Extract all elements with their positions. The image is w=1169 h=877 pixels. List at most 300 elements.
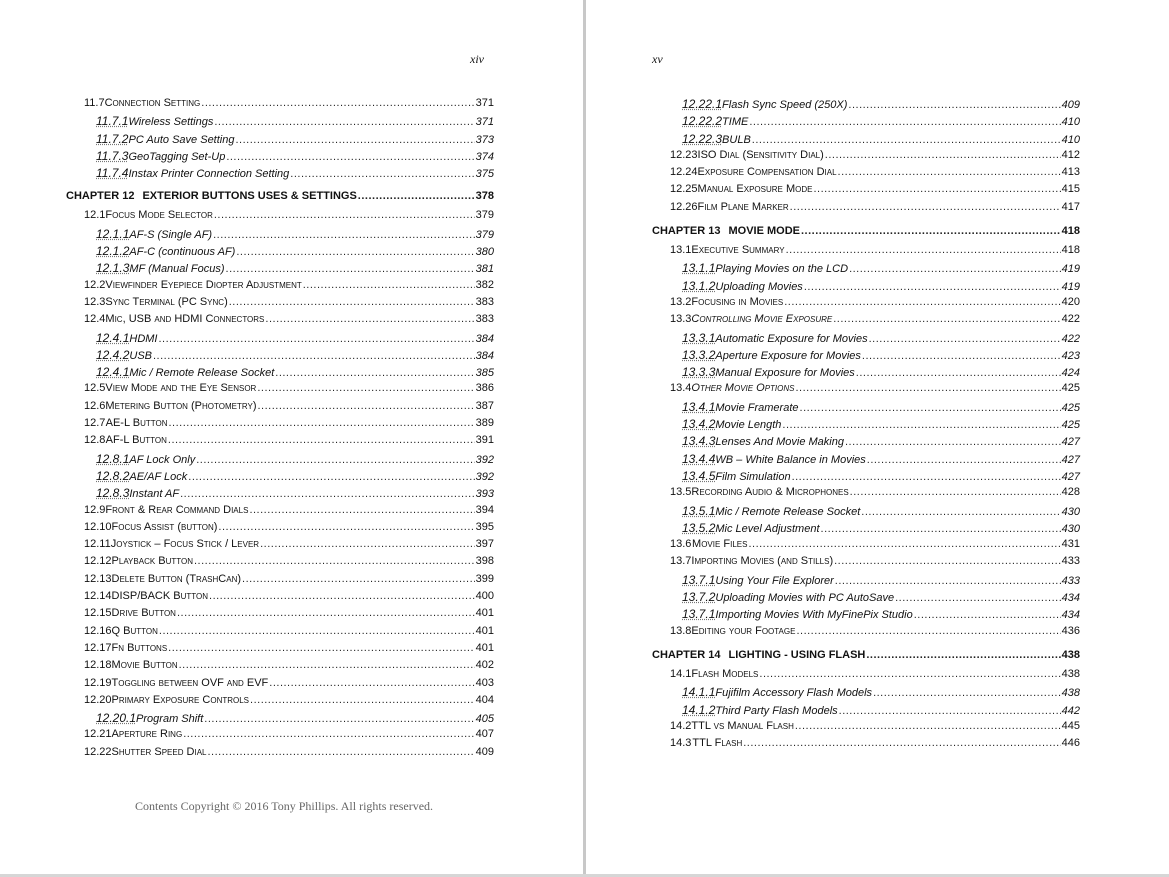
dot-leader (218, 521, 474, 533)
toc-entry-page: 378 (475, 190, 494, 203)
toc-entry-number: 13.4.2 (682, 417, 716, 432)
toc-subsection-entry[interactable] (652, 417, 1080, 434)
toc-subsection-entry[interactable] (652, 114, 1080, 131)
toc-entry-number: 13.7 (670, 555, 692, 568)
dot-leader (208, 746, 475, 758)
toc-entry-number: 13.4 (670, 382, 692, 395)
toc-entry-page: 385 (475, 367, 494, 380)
dot-leader (183, 728, 474, 740)
toc-subsection-entry[interactable] (652, 434, 1080, 451)
toc-subsection-entry[interactable] (652, 97, 1080, 114)
dot-leader (159, 625, 475, 637)
toc-entry-page: 409 (1061, 99, 1080, 111)
toc-section-entry[interactable] (66, 417, 494, 434)
toc-entry-page: 422 (1061, 332, 1080, 345)
dot-leader (796, 382, 1061, 394)
toc-entry-title: USB (129, 349, 152, 362)
toc-entry-number: 11.7.2 (96, 131, 129, 146)
toc-entry-page: 425 (1061, 419, 1080, 432)
toc-subsection-entry[interactable] (66, 227, 494, 244)
toc-entry-page: 379 (475, 228, 494, 241)
toc-section-entry[interactable] (652, 538, 1080, 555)
toc-entry-page: 434 (1061, 609, 1080, 622)
dot-leader (796, 625, 1060, 637)
toc-section-entry[interactable] (652, 313, 1080, 330)
toc-entry-page: 399 (475, 572, 494, 585)
toc-entry-number: 13.8 (670, 624, 692, 637)
toc-entry-number: 13.2 (670, 295, 692, 308)
toc-subsection-entry[interactable] (66, 114, 494, 131)
toc-entry-number: 12.26 (670, 200, 698, 213)
toc-subsection-entry[interactable] (652, 469, 1080, 486)
toc-entry-number: CHAPTER 12 (66, 190, 135, 203)
toc-subsection-entry[interactable] (652, 132, 1080, 149)
page-number-left: xiv (470, 52, 484, 66)
toc-entry-page: 412 (1061, 148, 1080, 161)
toc-entry-title: Wireless Settings (128, 116, 214, 129)
dot-leader (867, 454, 1061, 466)
dot-leader (849, 263, 1061, 275)
toc-subsection-entry[interactable] (652, 400, 1080, 417)
dot-leader (804, 281, 1061, 293)
dot-leader (801, 225, 1061, 237)
dot-leader (839, 705, 1061, 717)
toc-entry-page: 419 (1061, 263, 1080, 276)
toc-section-entry[interactable] (652, 183, 1080, 200)
toc-subsection-entry[interactable] (66, 244, 494, 261)
toc-entry-number: 13.3.2 (682, 347, 716, 362)
toc-entry-page: 425 (1061, 401, 1080, 414)
toc-entry-title: Primary Exposure Controls (111, 693, 250, 706)
dot-leader (188, 471, 474, 483)
toc-subsection-entry[interactable] (66, 348, 494, 365)
toc-entry-title: MOVIE MODE (728, 225, 800, 238)
toc-entry-number: 12.21 (84, 728, 112, 741)
toc-entry-number: 12.2 (84, 278, 106, 291)
toc-entry-title: Viewfinder Eyepiece Diopter Adjustment (105, 278, 302, 291)
toc-section-entry[interactable] (66, 625, 494, 642)
toc-subsection-entry[interactable] (652, 590, 1080, 607)
toc-entry-page: 381 (475, 263, 494, 276)
toc-section-entry[interactable] (66, 279, 494, 296)
toc-subsection-entry[interactable] (66, 132, 494, 149)
dot-leader (249, 504, 474, 516)
toc-entry-title: Importing Movies (and Stills) (691, 555, 834, 568)
toc-entry-number: 12.5 (84, 382, 106, 395)
toc-entry-title: Flash Sync Speed (250X) (722, 99, 848, 111)
toc-section-entry[interactable] (652, 244, 1080, 261)
toc-entry-page: 418 (1061, 225, 1080, 238)
dot-leader (153, 350, 475, 362)
toc-entry-title: Instax Printer Connection Setting (128, 168, 290, 181)
toc-subsection-entry[interactable] (66, 331, 494, 348)
toc-entry-number: 12.8.2 (96, 468, 130, 483)
toc-entry-number: 12.23 (670, 148, 698, 161)
toc-section-entry[interactable] (652, 296, 1080, 313)
toc-entry-page: 418 (1061, 244, 1080, 257)
toc-subsection-entry[interactable] (652, 331, 1080, 348)
toc-entry-page: 371 (475, 116, 494, 129)
toc-section-entry[interactable] (652, 149, 1080, 166)
toc-subsection-entry[interactable] (652, 348, 1080, 365)
toc-entry-title: AF-C (continuous AF) (129, 246, 236, 259)
dot-leader (213, 229, 475, 241)
toc-section-entry[interactable] (652, 720, 1080, 737)
dot-leader (835, 575, 1061, 587)
toc-subsection-entry[interactable] (66, 365, 494, 382)
toc-subsection-entry[interactable] (652, 573, 1080, 590)
toc-entry-title: Importing Movies With MyFinePix Studio (715, 609, 913, 622)
toc-entry-page: 433 (1061, 555, 1080, 568)
toc-entry-page: 371 (475, 97, 494, 109)
toc-entry-title: Uploading Movies with PC AutoSave (715, 592, 895, 605)
toc-section-entry[interactable] (652, 382, 1080, 399)
dot-leader (194, 555, 475, 567)
dot-leader (168, 434, 475, 446)
toc-entry-page: 431 (1061, 538, 1080, 551)
dot-leader (168, 417, 474, 429)
dot-leader (214, 116, 474, 128)
dot-leader (303, 279, 475, 291)
toc-subsection-entry[interactable] (652, 261, 1080, 278)
toc-entry-number: 12.24 (670, 166, 698, 179)
toc-subsection-entry[interactable] (66, 486, 494, 503)
toc-entry-page: 424 (1061, 367, 1080, 380)
toc-entry-number: 12.22.3 (682, 131, 723, 146)
toc-entry-title: Exposure Compensation Dial (697, 166, 837, 179)
dot-leader (748, 538, 1060, 550)
dot-leader (850, 486, 1061, 498)
toc-entry-title: Focusing in Movies (691, 295, 784, 308)
toc-entry-page: 413 (1061, 166, 1080, 179)
dot-leader (269, 677, 474, 689)
toc-subsection-entry[interactable] (652, 504, 1080, 521)
toc-entry-title: Q Button (111, 624, 158, 637)
toc-entry-number: 13.4.5 (682, 468, 716, 483)
toc-entry-title: Front & Rear Command Dials (105, 503, 249, 516)
toc-entry-page: 389 (475, 417, 494, 430)
toc-entry-number: 12.13 (84, 572, 112, 585)
toc-section-entry[interactable] (652, 166, 1080, 183)
toc-entry-page: 419 (1061, 280, 1080, 293)
dot-leader (168, 642, 474, 654)
toc-entry-page: 383 (475, 295, 494, 308)
toc-entry-title: Movie Framerate (715, 401, 799, 414)
toc-entry-number: 12.12 (84, 555, 112, 568)
toc-entry-number: 13.3.1 (682, 330, 716, 345)
dot-leader (784, 296, 1060, 308)
toc-entry-title: Movie Files (692, 538, 748, 551)
toc-entry-page: 422 (1061, 313, 1080, 326)
dot-leader (177, 607, 475, 619)
toc-entry-title: PC Auto Save Setting (128, 133, 235, 146)
toc-entry-page: 420 (1061, 295, 1080, 308)
dot-leader (180, 488, 475, 500)
toc-entry-page: 434 (1061, 592, 1080, 605)
dot-leader (260, 538, 475, 550)
copyright-notice: Contents Copyright © 2016 Tony Phillips. All rights reserved. (135, 799, 434, 813)
toc-entry-title: Instant AF (129, 488, 180, 501)
dot-leader (825, 149, 1061, 161)
toc-entry-title: TTL vs Manual Flash (691, 719, 794, 732)
toc-section-entry[interactable] (66, 521, 494, 538)
toc-chapter-heading[interactable] (652, 218, 1080, 244)
toc-entry-page: 428 (1061, 486, 1080, 499)
dot-leader (257, 400, 474, 412)
right-page (586, 0, 1169, 877)
toc-entry-number: 11.7 (84, 97, 105, 109)
toc-section-entry[interactable] (652, 555, 1080, 572)
toc-entry-number: 12.20.1 (96, 711, 137, 726)
toc-entry-page: 383 (475, 313, 494, 326)
toc-entry-title: Aperture Ring (111, 728, 183, 741)
dot-leader (895, 592, 1061, 604)
toc-subsection-entry[interactable] (652, 685, 1080, 702)
toc-entry-number: 13.7.1 (682, 572, 716, 587)
toc-entry-page: 430 (1061, 505, 1080, 518)
toc-entry-title: Flash Models (691, 667, 759, 680)
toc-section-entry[interactable] (66, 538, 494, 555)
toc-section-entry[interactable] (66, 607, 494, 624)
toc-entry-number: 12.4 (84, 313, 106, 326)
toc-entry-number: 12.6 (84, 399, 106, 412)
toc-section-entry[interactable] (66, 642, 494, 659)
toc-section-entry[interactable] (66, 296, 494, 313)
toc-entry-number: 13.6 (670, 538, 692, 551)
toc-entry-title: Playing Movies on the LCD (715, 263, 849, 276)
dot-leader (209, 590, 475, 602)
toc-entry-page: 394 (475, 503, 494, 516)
toc-chapter-heading[interactable] (652, 642, 1080, 668)
toc-entry-page: 379 (475, 209, 494, 222)
dot-leader (236, 246, 474, 258)
toc-entry-page: 415 (1061, 183, 1080, 196)
toc-entry-page: 403 (475, 676, 494, 689)
toc-entry-title: Uploading Movies (715, 280, 803, 293)
toc-entry-title: AE-L Button (105, 417, 168, 430)
toc-entry-page: 438 (1061, 687, 1080, 700)
toc-entry-title: Shutter Speed Dial (111, 745, 207, 758)
toc-section-entry[interactable] (66, 694, 494, 711)
toc-entry-title: HDMI (129, 332, 158, 345)
dot-leader (226, 151, 474, 163)
toc-entry-page: 400 (475, 590, 494, 603)
toc-subsection-entry[interactable] (66, 711, 494, 728)
dot-leader (752, 134, 1061, 146)
toc-subsection-entry[interactable] (66, 166, 494, 183)
toc-entry-page: 442 (1061, 704, 1080, 717)
toc-entry-title: Recording Audio & Microphones (691, 486, 849, 499)
dot-leader (795, 720, 1061, 732)
toc-subsection-entry[interactable] (66, 149, 494, 166)
toc-entry-number: 12.4.2 (96, 347, 130, 362)
toc-section-entry[interactable] (652, 668, 1080, 685)
dot-leader (914, 609, 1061, 621)
toc-entry-page: 373 (475, 133, 494, 146)
toc-entry-number: 12.11 (84, 538, 111, 551)
toc-entry-page: 427 (1061, 436, 1080, 449)
toc-section-entry[interactable] (652, 625, 1080, 642)
toc-entry-number: 12.10 (84, 520, 112, 533)
toc-entry-title: MF (Manual Focus) (129, 263, 225, 276)
toc-entry-page: 430 (1061, 522, 1080, 535)
toc-entry-number: 14.3 (670, 737, 692, 750)
toc-entry-title: Film Simulation (715, 470, 791, 483)
toc-subsection-entry[interactable] (652, 607, 1080, 624)
toc-subsection-entry[interactable] (66, 261, 494, 278)
toc-section-entry[interactable] (66, 209, 494, 226)
toc-entry-number: 14.1 (670, 667, 692, 680)
toc-entry-number: 13.4.1 (682, 399, 716, 414)
toc-entry-title: Mic, USB and HDMI Connectors (105, 313, 265, 326)
toc-entry-number: 12.18 (84, 659, 112, 672)
toc-entry-page: 407 (475, 728, 494, 741)
toc-entry-number: 11.7.4 (96, 166, 129, 181)
toc-subsection-entry[interactable] (652, 279, 1080, 296)
toc-entry-number: 12.1 (84, 209, 106, 222)
toc-entry-title: Program Shift (136, 713, 204, 726)
toc-entry-title: Other Movie Options (691, 382, 795, 395)
toc-section-entry[interactable] (66, 313, 494, 330)
toc-entry-number: 12.9 (84, 503, 106, 516)
toc-entry-number: 13.7.1 (682, 607, 716, 622)
toc-entry-title: Aperture Exposure for Movies (715, 349, 861, 362)
toc-section-entry[interactable] (66, 590, 494, 607)
toc-entry-number: 12.4.1 (96, 365, 130, 380)
toc-entry-page: 374 (475, 150, 494, 163)
toc-entry-title: WB – White Balance in Movies (715, 453, 866, 466)
toc-section-entry[interactable] (652, 737, 1080, 754)
dot-leader (214, 209, 475, 221)
toc-section-entry[interactable] (66, 746, 494, 763)
toc-section-entry[interactable] (652, 486, 1080, 503)
toc-entry-number: 12.19 (84, 676, 112, 689)
toc-entry-number: 12.7 (84, 417, 106, 430)
toc-entry-number: 13.5.2 (682, 520, 716, 535)
toc-entry-page: 410 (1061, 133, 1080, 146)
toc-entry-number: 13.1 (670, 244, 692, 257)
toc-subsection-entry[interactable] (66, 469, 494, 486)
toc-entry-title: Movie Button (111, 659, 178, 672)
toc-entry-number: 12.22.2 (682, 114, 723, 129)
toc-section-entry[interactable] (66, 659, 494, 676)
toc-subsection-entry[interactable] (652, 703, 1080, 720)
dot-leader (782, 419, 1060, 431)
toc-entry-number: 12.3 (84, 295, 106, 308)
dot-leader (743, 737, 1060, 749)
toc-section-entry[interactable] (66, 555, 494, 572)
dot-leader (257, 382, 474, 394)
toc-entry-page: 375 (475, 168, 494, 181)
toc-section-entry[interactable] (66, 434, 494, 451)
toc-entry-page: 382 (475, 278, 494, 291)
toc-entry-page: 401 (475, 641, 494, 654)
dot-leader (226, 263, 475, 275)
toc-entry-page: 387 (475, 399, 494, 412)
dot-leader (201, 97, 474, 109)
toc-entry-number: 12.8.3 (96, 486, 130, 501)
left-page (0, 0, 583, 877)
toc-entry-title: AF-L Button (105, 434, 167, 447)
toc-entry-title: LIGHTING - USING FLASH (728, 648, 866, 661)
toc-entry-page: 433 (1061, 574, 1080, 587)
toc-subsection-entry[interactable] (652, 365, 1080, 382)
toc-section-entry[interactable] (652, 201, 1080, 218)
dot-leader (759, 668, 1060, 680)
toc-entry-title: View Mode and the Eye Sensor (105, 382, 257, 395)
toc-entry-page: 410 (1061, 116, 1080, 129)
toc-entry-page: 393 (475, 488, 494, 501)
toc-entry-title: Metering Button (Photometry) (105, 399, 257, 412)
toc-entry-number: 13.1.1 (682, 261, 716, 276)
toc-entry-number: 12.17 (84, 641, 112, 654)
toc-entry-number: 12.15 (84, 607, 112, 620)
toc-entry-number: 13.7.2 (682, 590, 716, 605)
toc-entry-title: EXTERIOR BUTTONS USES & SETTINGS (142, 190, 357, 203)
toc-entry-number: 12.8.1 (96, 451, 130, 466)
dot-leader (848, 99, 1060, 111)
toc-entry-title: ISO Dial (Sensitivity Dial) (697, 148, 824, 161)
toc-section-entry[interactable] (66, 677, 494, 694)
dot-leader (869, 333, 1061, 345)
toc-entry-page: 380 (475, 246, 494, 259)
toc-entry-title: Movie Length (715, 419, 782, 432)
toc-entry-number: 12.16 (84, 624, 112, 637)
toc-entry-page: 398 (475, 555, 494, 568)
toc-entry-page: 395 (475, 520, 494, 533)
dot-leader (179, 659, 475, 671)
toc-entry-number: 13.4.3 (682, 434, 716, 449)
toc-entry-page: 405 (475, 713, 494, 726)
toc-entry-title: Focus Assist (button) (111, 520, 218, 533)
toc-section-entry[interactable] (66, 504, 494, 521)
toc-entry-title: Fn Buttons (111, 641, 168, 654)
toc-entry-page: 384 (475, 349, 494, 362)
toc-section-entry[interactable] (66, 382, 494, 399)
toc-entry-page: 409 (475, 745, 494, 758)
toc-section-entry[interactable] (66, 728, 494, 745)
toc-entry-page: 417 (1061, 200, 1080, 213)
dot-leader (834, 555, 1061, 567)
dot-leader (235, 134, 474, 146)
toc-entry-page: 391 (475, 434, 494, 447)
toc-entry-title: Sync Terminal (PC Sync) (105, 295, 228, 308)
toc-section-entry[interactable] (66, 97, 494, 114)
toc-section-entry[interactable] (66, 400, 494, 417)
table-of-contents-right (652, 97, 1080, 754)
toc-entry-title: Manual Exposure for Movies (715, 367, 855, 380)
toc-subsection-entry[interactable] (652, 452, 1080, 469)
toc-subsection-entry[interactable] (652, 521, 1080, 538)
toc-section-entry[interactable] (66, 573, 494, 590)
toc-chapter-heading[interactable] (66, 183, 494, 209)
toc-subsection-entry[interactable] (66, 452, 494, 469)
toc-entry-title: DISP/BACK Button (111, 590, 209, 603)
dot-leader (862, 350, 1061, 362)
toc-entry-title: Executive Summary (691, 244, 785, 257)
toc-entry-title: Controlling Movie Exposure (691, 313, 833, 326)
toc-entry-page: 446 (1061, 737, 1080, 750)
toc-entry-page: 438 (1061, 667, 1080, 680)
toc-entry-number: 12.4.1 (96, 330, 130, 345)
toc-entry-title: AF-S (Single AF) (129, 228, 213, 241)
page-number-right: xv (652, 52, 663, 66)
toc-entry-title: Connection Setting (104, 97, 201, 109)
toc-entry-page: 392 (475, 470, 494, 483)
toc-entry-page: 401 (475, 607, 494, 620)
toc-entry-page: 427 (1061, 453, 1080, 466)
dot-leader (250, 694, 475, 706)
